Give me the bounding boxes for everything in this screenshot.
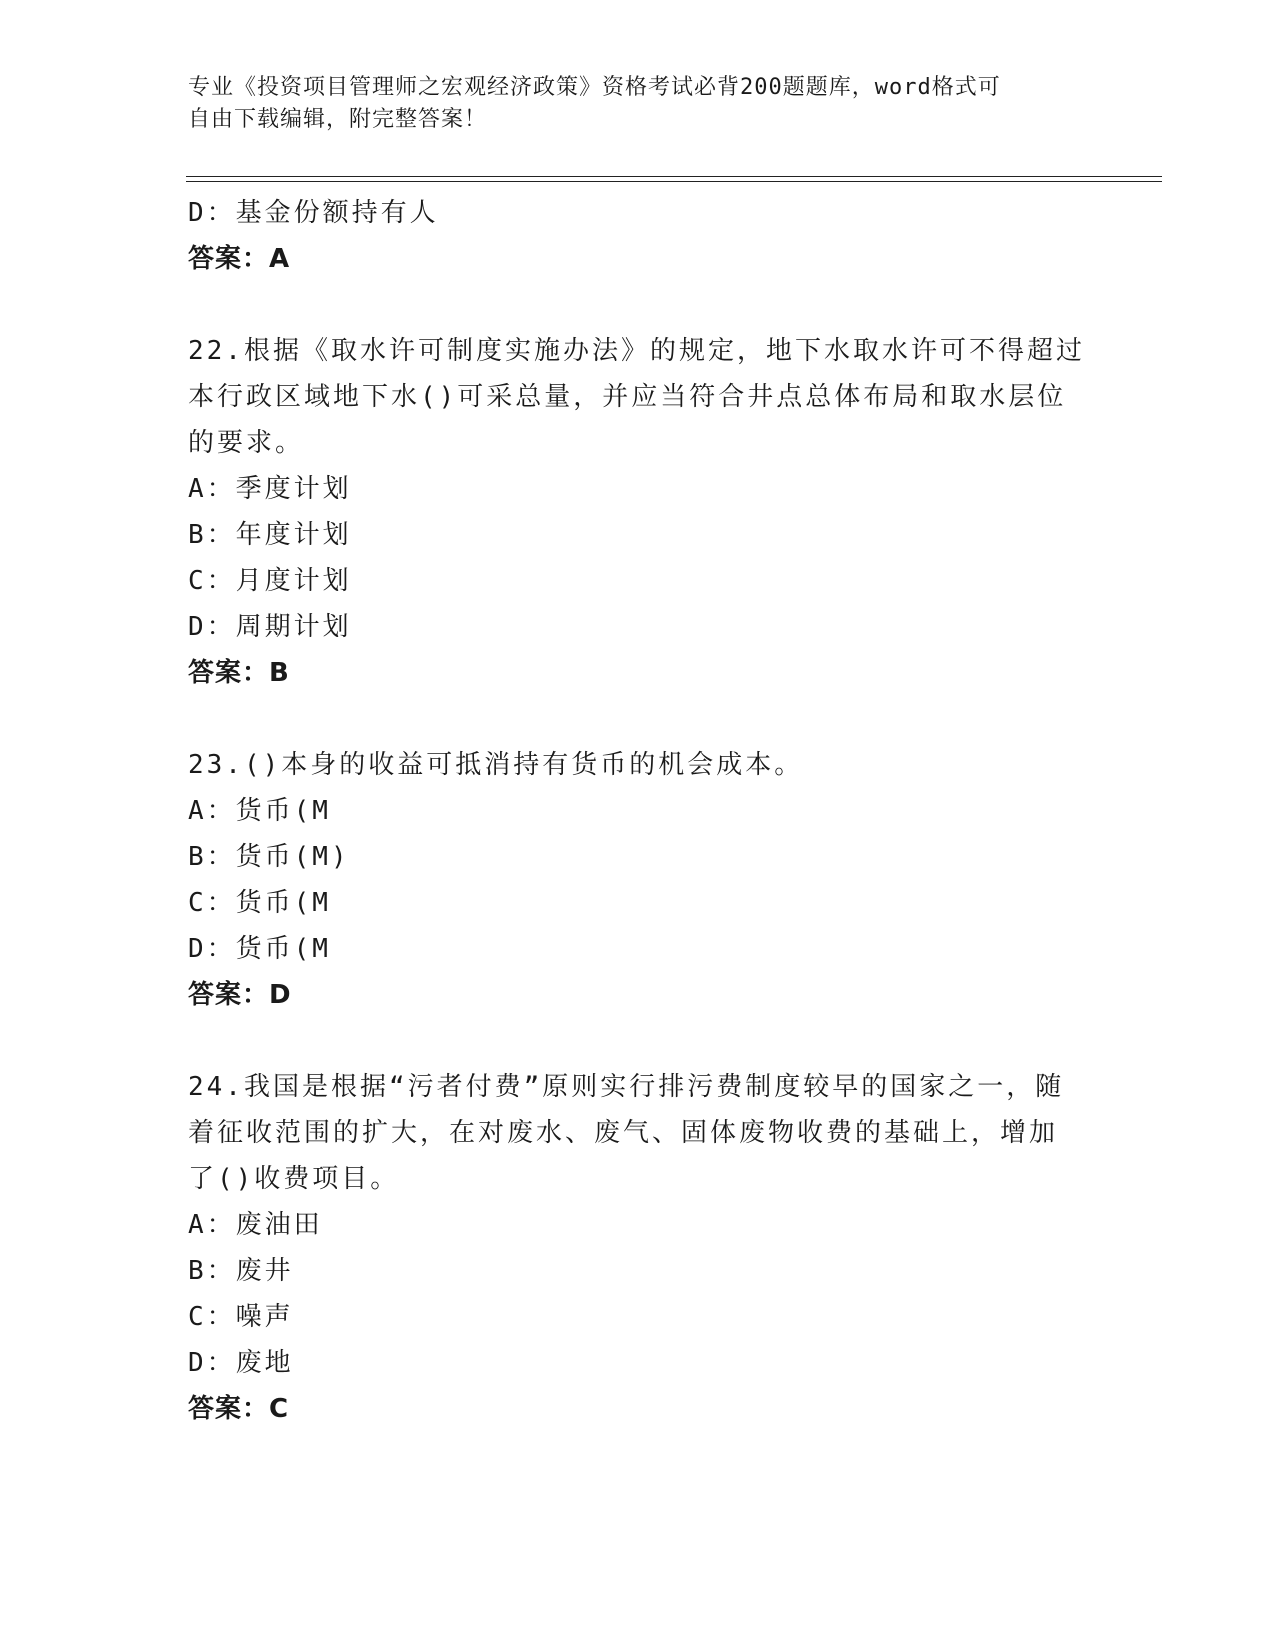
- question-stem: [188, 328, 1088, 466]
- header-line-1: 专业《投资项目管理师之宏观经济政策》资格考试必背200题题库，word格式可: [188, 75, 1001, 100]
- answer-line: 答案：C: [188, 1394, 290, 1424]
- option-c: C：噪声: [188, 1302, 294, 1332]
- option-d: D：周期计划: [188, 612, 352, 642]
- option-a: A：货币(M: [188, 796, 331, 826]
- option-d: D：废地: [188, 1348, 294, 1378]
- option-d: D：货币(M: [188, 934, 331, 964]
- previous-question-tail: [188, 190, 1088, 282]
- question-list: [188, 190, 1088, 1432]
- spacer: [188, 1018, 1088, 1064]
- question-stem: [188, 742, 1088, 788]
- option-a: A：废油田: [188, 1210, 323, 1240]
- stem-line: 本行政区域地下水()可采总量，并应当符合井点总体布局和取水层位: [188, 382, 1067, 412]
- stem-line: 了()收费项目。: [188, 1164, 400, 1194]
- stem-line: 23.()本身的收益可抵消持有货币的机会成本。: [188, 750, 804, 780]
- header-divider-top: [186, 176, 1162, 177]
- spacer: [188, 282, 1088, 328]
- option-b: B：废井: [188, 1256, 294, 1286]
- option-d: D：基金份额持有人: [188, 198, 439, 228]
- header-divider-bottom: [186, 181, 1162, 182]
- question-23: [188, 742, 1088, 1018]
- option-b: B：货币(M): [188, 842, 350, 872]
- spacer: [188, 696, 1088, 742]
- stem-line: 着征收范围的扩大，在对废水、废气、固体废物收费的基础上，增加: [188, 1118, 1059, 1148]
- stem-line: 24.我国是根据“污者付费”原则实行排污费制度较早的国家之一，随: [188, 1072, 1065, 1102]
- answer-line: 答案：B: [188, 658, 290, 688]
- option-a: A：季度计划: [188, 474, 352, 504]
- option-c: C：月度计划: [188, 566, 352, 596]
- stem-line: 的要求。: [188, 428, 305, 458]
- document-header: [188, 72, 1068, 136]
- answer-line: 答案：A: [188, 244, 291, 274]
- option-c: C：货币(M: [188, 888, 331, 918]
- answer-line: 答案：D: [188, 980, 292, 1010]
- question-stem: [188, 1064, 1088, 1202]
- stem-line: 22.根据《取水许可制度实施办法》的规定，地下水取水许可不得超过: [188, 336, 1085, 366]
- question-24: [188, 1064, 1088, 1432]
- option-b: B：年度计划: [188, 520, 352, 550]
- question-22: [188, 328, 1088, 696]
- header-line-2: 自由下载编辑，附完整答案！: [188, 107, 488, 132]
